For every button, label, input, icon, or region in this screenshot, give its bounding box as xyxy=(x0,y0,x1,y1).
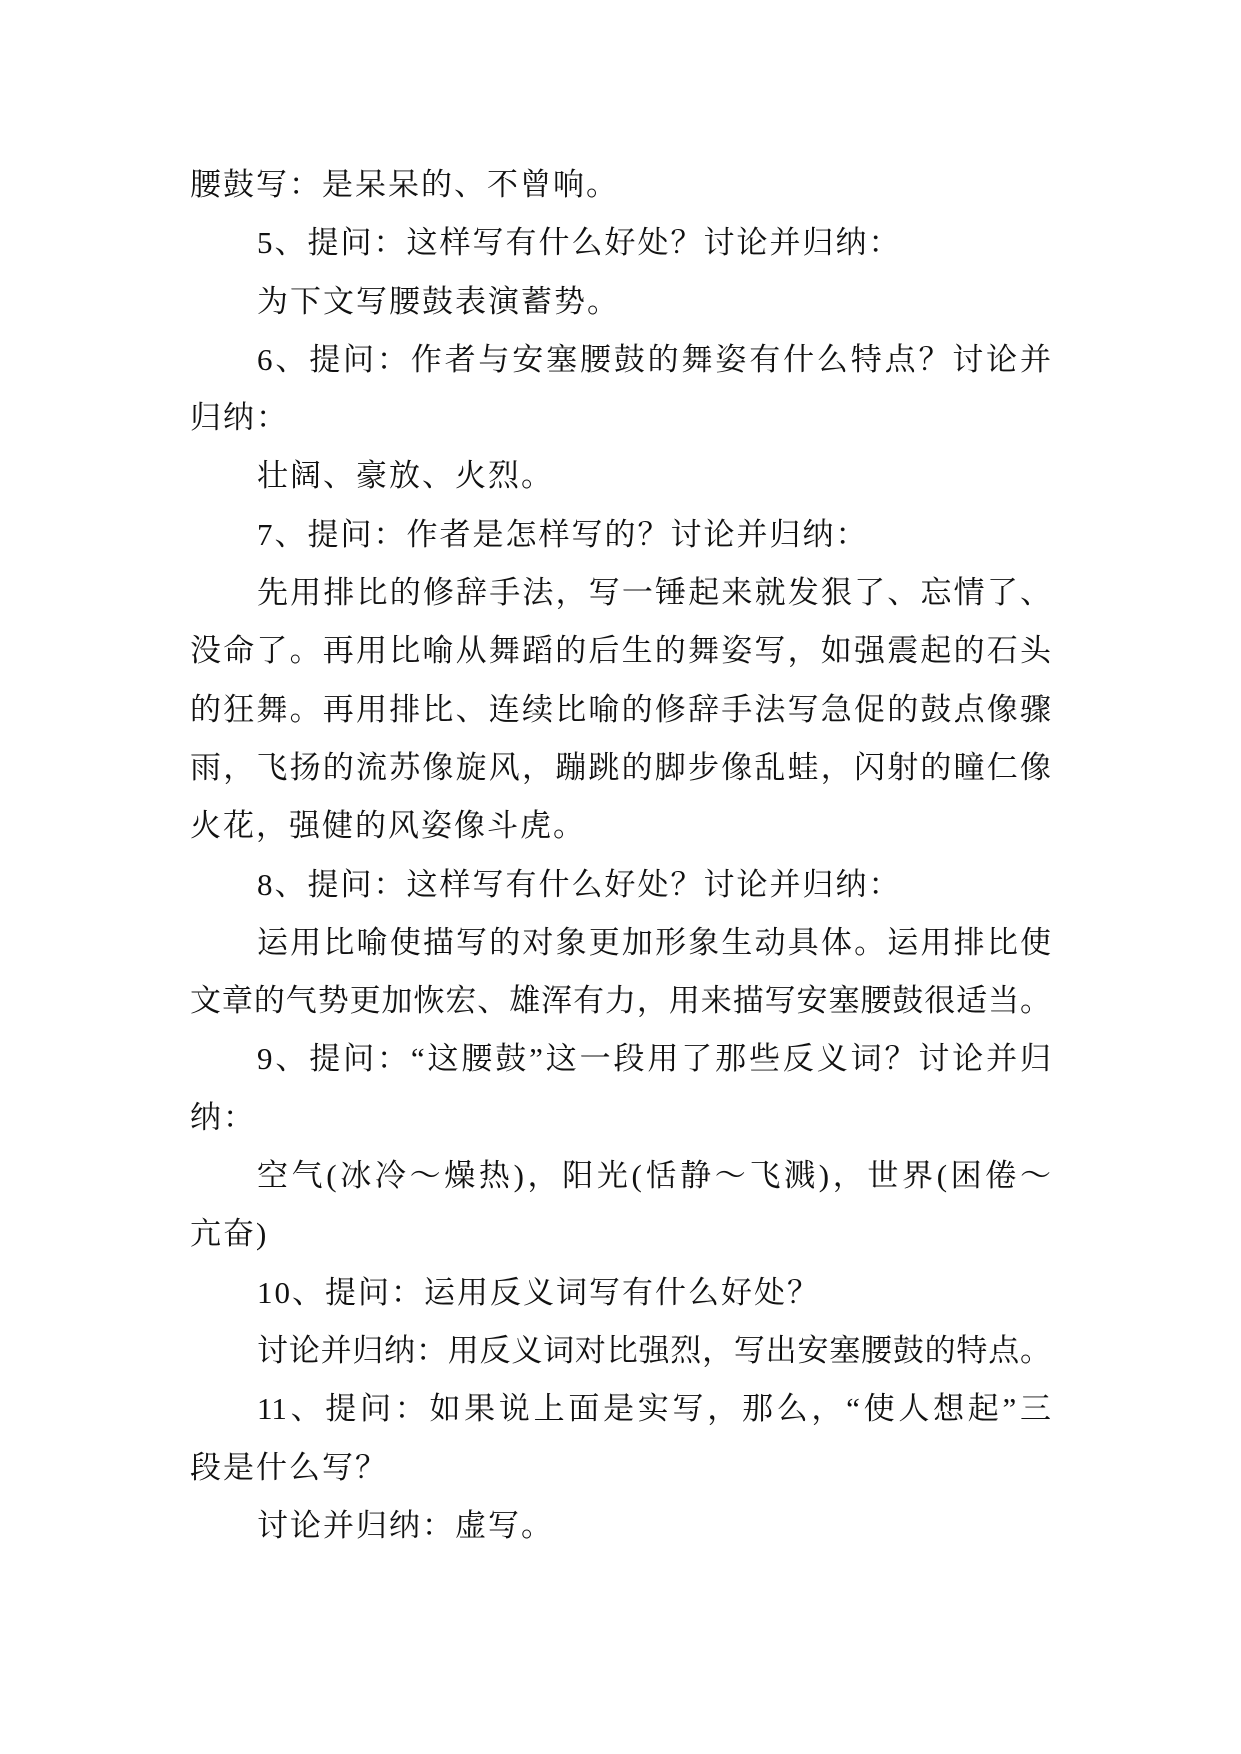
text-line: 亢奋) xyxy=(190,1216,269,1252)
paragraph-answer-10 xyxy=(190,1322,1051,1380)
paragraph-answer-8 xyxy=(190,914,1051,1031)
text-line: 壮阔、豪放、火烈。 xyxy=(257,458,554,494)
paragraph-question-9 xyxy=(190,1030,1051,1147)
paragraph-answer-11 xyxy=(190,1497,1051,1555)
paragraph-answer-9 xyxy=(190,1147,1051,1264)
text-line: 雨，飞扬的流苏像旋风，蹦跳的脚步像乱蛙，闪射的瞳仁像 xyxy=(190,749,1051,785)
text-line: 8、提问：这样写有什么好处？讨论并归纳： xyxy=(257,866,902,902)
paragraph-question-11 xyxy=(190,1380,1051,1497)
text-line: 讨论并归纳：虚写。 xyxy=(257,1507,554,1543)
text-line: 5、提问：这样写有什么好处？讨论并归纳： xyxy=(257,225,902,261)
paragraph-answer-7 xyxy=(190,564,1051,855)
paragraph-question-10 xyxy=(190,1264,1051,1322)
paragraph-question-6 xyxy=(190,331,1051,448)
text-line: 7、提问：作者是怎样写的？讨论并归纳： xyxy=(257,516,869,552)
text-line: 为下文写腰鼓表演蓄势。 xyxy=(257,283,620,319)
text-line: 的狂舞。再用排比、连续比喻的修辞手法写急促的鼓点像骤 xyxy=(190,691,1051,727)
text-line: 段是什么写？ xyxy=(190,1449,388,1485)
text-line: 讨论并归纳：用反义词对比强烈，写出安塞腰鼓的特点。 xyxy=(257,1332,1051,1368)
paragraph-question-7 xyxy=(190,506,1051,564)
text-line: 纳： xyxy=(190,1099,256,1135)
text-line: 腰鼓写：是呆呆的、不曾响。 xyxy=(190,167,619,202)
paragraph-answer-5 xyxy=(190,273,1051,331)
text-line: 先用排比的修辞手法，写一锤起来就发狠了、忘情了、 xyxy=(257,575,1051,611)
paragraph-answer-6 xyxy=(190,447,1051,505)
text-line: 11、提问：如果说上面是实写，那么，“使人想起”三 xyxy=(257,1391,1051,1427)
text-line: 9、提问：“这腰鼓”这一段用了那些反义词？讨论并归 xyxy=(257,1041,1051,1077)
paragraph-question-8 xyxy=(190,856,1051,914)
text-line: 运用比喻使描写的对象更加形象生动具体。运用排比使 xyxy=(257,924,1051,960)
paragraph-question-5 xyxy=(190,214,1051,272)
document-page xyxy=(190,156,1051,1555)
text-line: 没命了。再用比喻从舞蹈的后生的舞姿写，如强震起的石头 xyxy=(190,633,1051,669)
text-line: 空气(冰冷～燥热)，阳光(恬静～飞溅)，世界(困倦～ xyxy=(257,1158,1051,1194)
text-line: 归纳： xyxy=(190,400,289,436)
text-line: 文章的气势更加恢宏、雄浑有力，用来描写安塞腰鼓很适当。 xyxy=(190,983,1051,1019)
text-line: 6、提问：作者与安塞腰鼓的舞姿有什么特点？讨论并 xyxy=(257,341,1051,377)
text-line: 火花，强健的风姿像斗虎。 xyxy=(190,808,586,844)
text-line: 10、提问：运用反义词写有什么好处？ xyxy=(257,1274,820,1310)
paragraph-continuation xyxy=(190,156,1051,214)
